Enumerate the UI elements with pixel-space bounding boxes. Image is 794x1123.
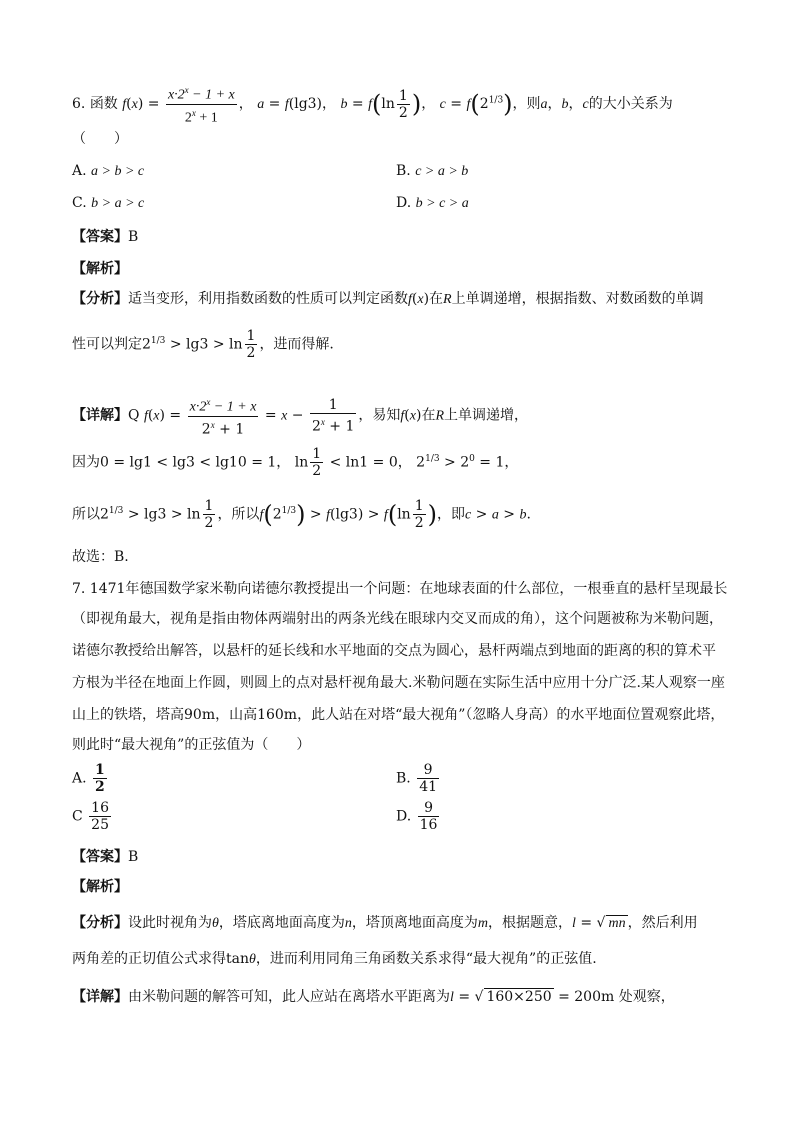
q7-option-a: A. $\frac{1}{2}$ bbox=[72, 762, 105, 795]
q6-analysis-label: 【解析】 bbox=[72, 261, 128, 277]
q7-analysis-label: 【解析】 bbox=[72, 879, 128, 895]
q7-fenxi: 【分析】设此时视角为θ，塔底离地面高度为n，塔顶离地面高度为m，根据题意，l = √ mn ，然后利用 bbox=[72, 915, 698, 931]
q7-option-c: C $\frac{16}{25}$ bbox=[72, 800, 109, 833]
q6-option-c: C. b > a > c bbox=[72, 195, 145, 211]
q6-so: 所以$2^{1/3} > \lg 3 > \ln$ $\frac{1}{2}$ ，所以$f(2^{1/3}) > f(\lg 3) > f(\ln$ $\frac{1}{2}$ )，即c > a > b. bbox=[72, 498, 531, 531]
q6-paren: （ ） bbox=[72, 131, 128, 147]
q7-option-d: D. $\frac{9}{16}$ bbox=[396, 800, 438, 833]
q7-fenxi-cont: 两角差的正切值公式求得tanθ，进而利用同角三角函数关系求得“最大视角”的正弦值. bbox=[72, 951, 597, 967]
q6-stem: 6. 函数 f(x) = $\frac{x\cdot 2^x - 1 + x}{2^x + 1}$ ， a = f(lg3)， b = f(ln $\frac{1}{2}$ )， $c = f(2^{1/3})$，则a，b，c的大小关系为 bbox=[72, 82, 734, 126]
q7-xiangjie: 【详解】由米勒问题的解答可知，此人应站在离塔水平距离为l = √ 160×250 = 200m 处观察， bbox=[72, 989, 675, 1005]
q7-answer: 【答案】B bbox=[72, 849, 139, 865]
q7-stem-line-2: （即视角最大，视角是指由物体两端射出的两条光线在眼球内交叉而成的角），这个问题被称为米勒问题， bbox=[72, 611, 723, 627]
q6-xiangjie: 【详解】Q f(x) = $\frac{x\cdot 2^x - 1 + x}{2^x + 1}$ = x − $\frac{1}{2^x + 1}$ ，易知f(x)在R上单调递增， bbox=[72, 394, 734, 437]
q7-stem-line-3: 诺德尔教授给出解答，以悬杆的延长线和水平地面的交点为圆心，悬杆两端点到地面的距离的积的算术平 bbox=[72, 643, 716, 659]
q6-option-d: D. b > c > a bbox=[396, 195, 469, 211]
q7-stem-line-1: 7. 1471年德国数学家米勒向诺德尔教授提出一个问题：在地球表面的什么部位，一根垂直的悬杆呈现最长 bbox=[72, 581, 728, 597]
q7-stem-line-5: 山上的铁塔，塔高90m，山高160m，此人站在对塔“最大视角”（忽略人身高）的水平地面位置观察此塔， bbox=[72, 707, 725, 723]
q7-option-b: B. $\frac{9}{41}$ bbox=[396, 762, 438, 795]
q6-fenxi: 【分析】适当变形，利用指数函数的性质可以判定函数f(x)在R上单调递增，根据指数、对数函数的单调 bbox=[72, 291, 704, 307]
q6-choose: 故选：B. bbox=[72, 549, 129, 565]
q7-stem-line-4: 方根为半径在地面上作圆，则圆上的点对悬杆视角最大.米勒问题在实际生活中应用十分广泛.某人观察一座 bbox=[72, 675, 725, 691]
q6-answer: 【答案】B bbox=[72, 229, 139, 245]
q7-stem-line-6: 则此时“最大视角”的正弦值为（ ） bbox=[72, 737, 311, 753]
q6-because: 因为0 = lg1 < lg3 < lg10 = 1， ln $\frac{1}{2}$ < ln1 = 0， $2^{1/3} > 2^0 = 1$， bbox=[72, 446, 519, 479]
q6-option-b: B. c > a > b bbox=[396, 163, 469, 179]
q6-fenxi-cont: 性可以判定$2^{1/3} > \lg 3 > \ln$ $\frac{1}{2}$ ，进而得解. bbox=[72, 328, 334, 361]
q6-option-a: A. a > b > c bbox=[72, 163, 145, 179]
